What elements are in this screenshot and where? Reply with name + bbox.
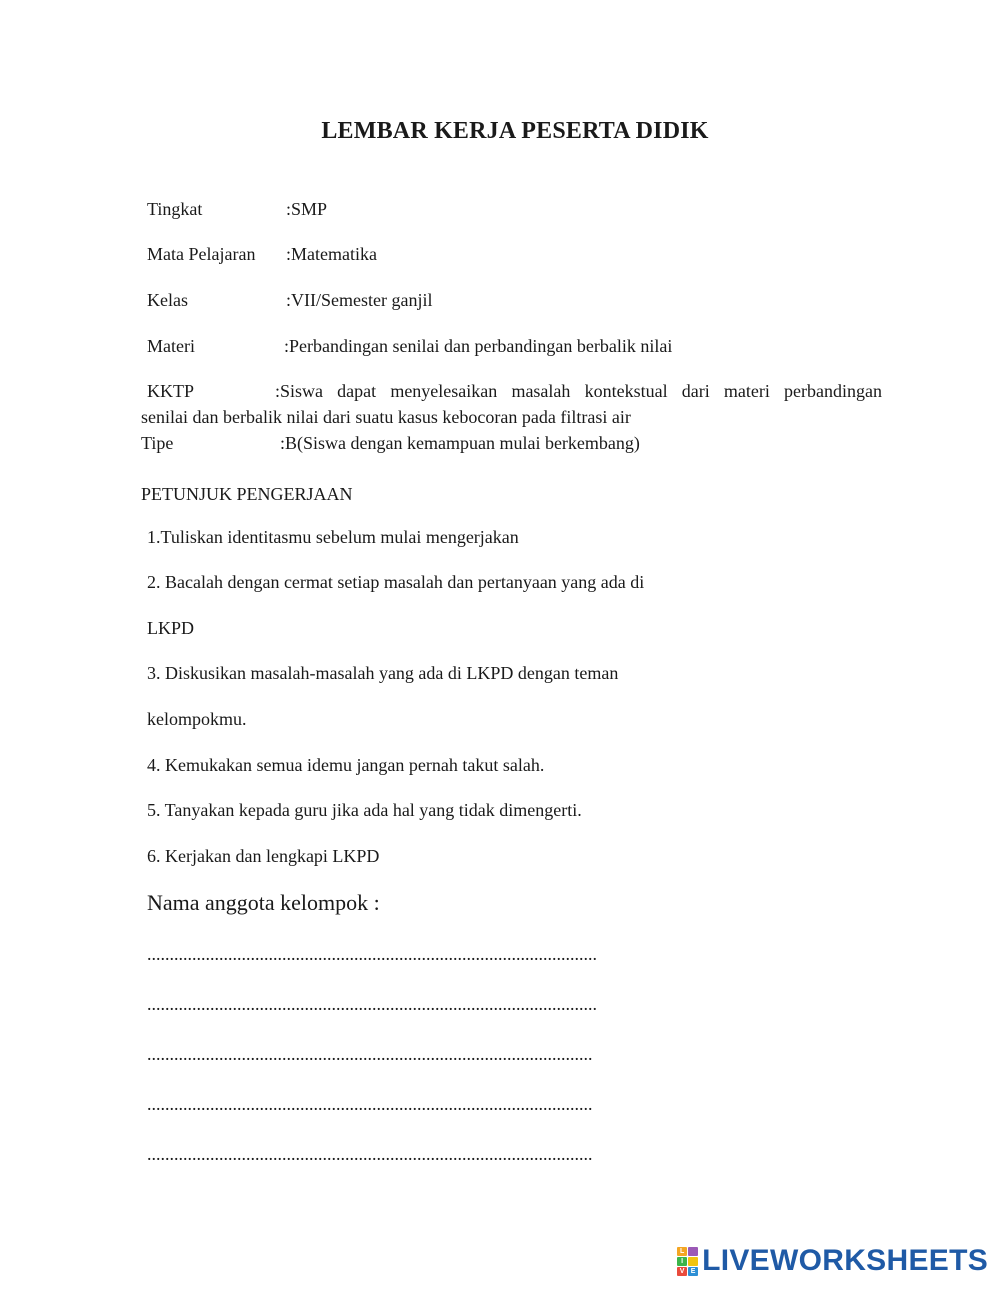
answer-blank[interactable]: ................................................................................................... — [147, 1144, 593, 1164]
answer-blank[interactable]: .................................................................................................... — [147, 944, 597, 964]
kktp-label: KKTP — [147, 381, 195, 401]
instruction-line: LKPD — [147, 618, 195, 638]
brand-name: LIVEWORKSHEETS — [702, 1244, 988, 1277]
liveworksheets-logo — [677, 1244, 988, 1278]
badge-cell: E — [688, 1267, 698, 1276]
kktp-line-2: senilai dan berbalik nilai dari suatu kasus kebocoran pada filtrasi air — [141, 407, 631, 427]
tipe-value: :B(Siswa dengan kemampuan mulai berkembang) — [280, 433, 640, 453]
kelas-value: :VII/Semester ganjil — [286, 290, 433, 310]
instruction-line: 6. Kerjakan dan lengkapi LKPD — [147, 846, 380, 866]
group-members-label: Nama anggota kelompok : — [147, 890, 380, 915]
badge-cell: L — [677, 1247, 687, 1256]
badge-cell — [688, 1247, 698, 1256]
mapel-label: Mata Pelajaran — [147, 244, 256, 264]
page-title: LEMBAR KERJA PESERTA DIDIK — [321, 118, 709, 144]
tingkat-label: Tingkat — [147, 199, 203, 219]
logo-badge-icon — [677, 1247, 698, 1276]
kelas-label: Kelas — [147, 290, 188, 310]
materi-label: Materi — [147, 336, 195, 356]
tipe-label: Tipe — [141, 433, 174, 453]
mapel-value: :Matematika — [286, 244, 377, 264]
instruction-line: 5. Tanyakan kepada guru jika ada hal yang tidak dimengerti. — [147, 800, 582, 820]
tingkat-value: :SMP — [286, 199, 328, 219]
materi-value: :Perbandingan senilai dan perbandingan berbalik nilai — [284, 336, 673, 356]
badge-cell: V — [677, 1267, 687, 1276]
answer-blank[interactable]: ................................................................................................... — [147, 1094, 593, 1114]
instruction-line: 3. Diskusikan masalah-masalah yang ada di LKPD dengan teman — [147, 663, 619, 683]
instruction-line: kelompokmu. — [147, 709, 247, 729]
instructions-heading: PETUNJUK PENGERJAAN — [141, 484, 353, 504]
instruction-line: 1.Tuliskan identitasmu sebelum mulai mengerjakan — [147, 527, 519, 547]
badge-cell — [688, 1257, 698, 1266]
answer-blank[interactable]: .................................................................................................... — [147, 994, 597, 1014]
kktp-text: :Siswa dapat menyelesaikan masalah kontekstual dari materi perbandingan — [275, 381, 882, 401]
answer-blank[interactable]: ................................................................................................... — [147, 1044, 593, 1064]
instruction-line: 4. Kemukakan semua idemu jangan pernah takut salah. — [147, 755, 545, 775]
instruction-line: 2. Bacalah dengan cermat setiap masalah dan pertanyaan yang ada di — [147, 572, 645, 592]
kktp-line-1 — [147, 381, 882, 402]
badge-cell: I — [677, 1257, 687, 1266]
